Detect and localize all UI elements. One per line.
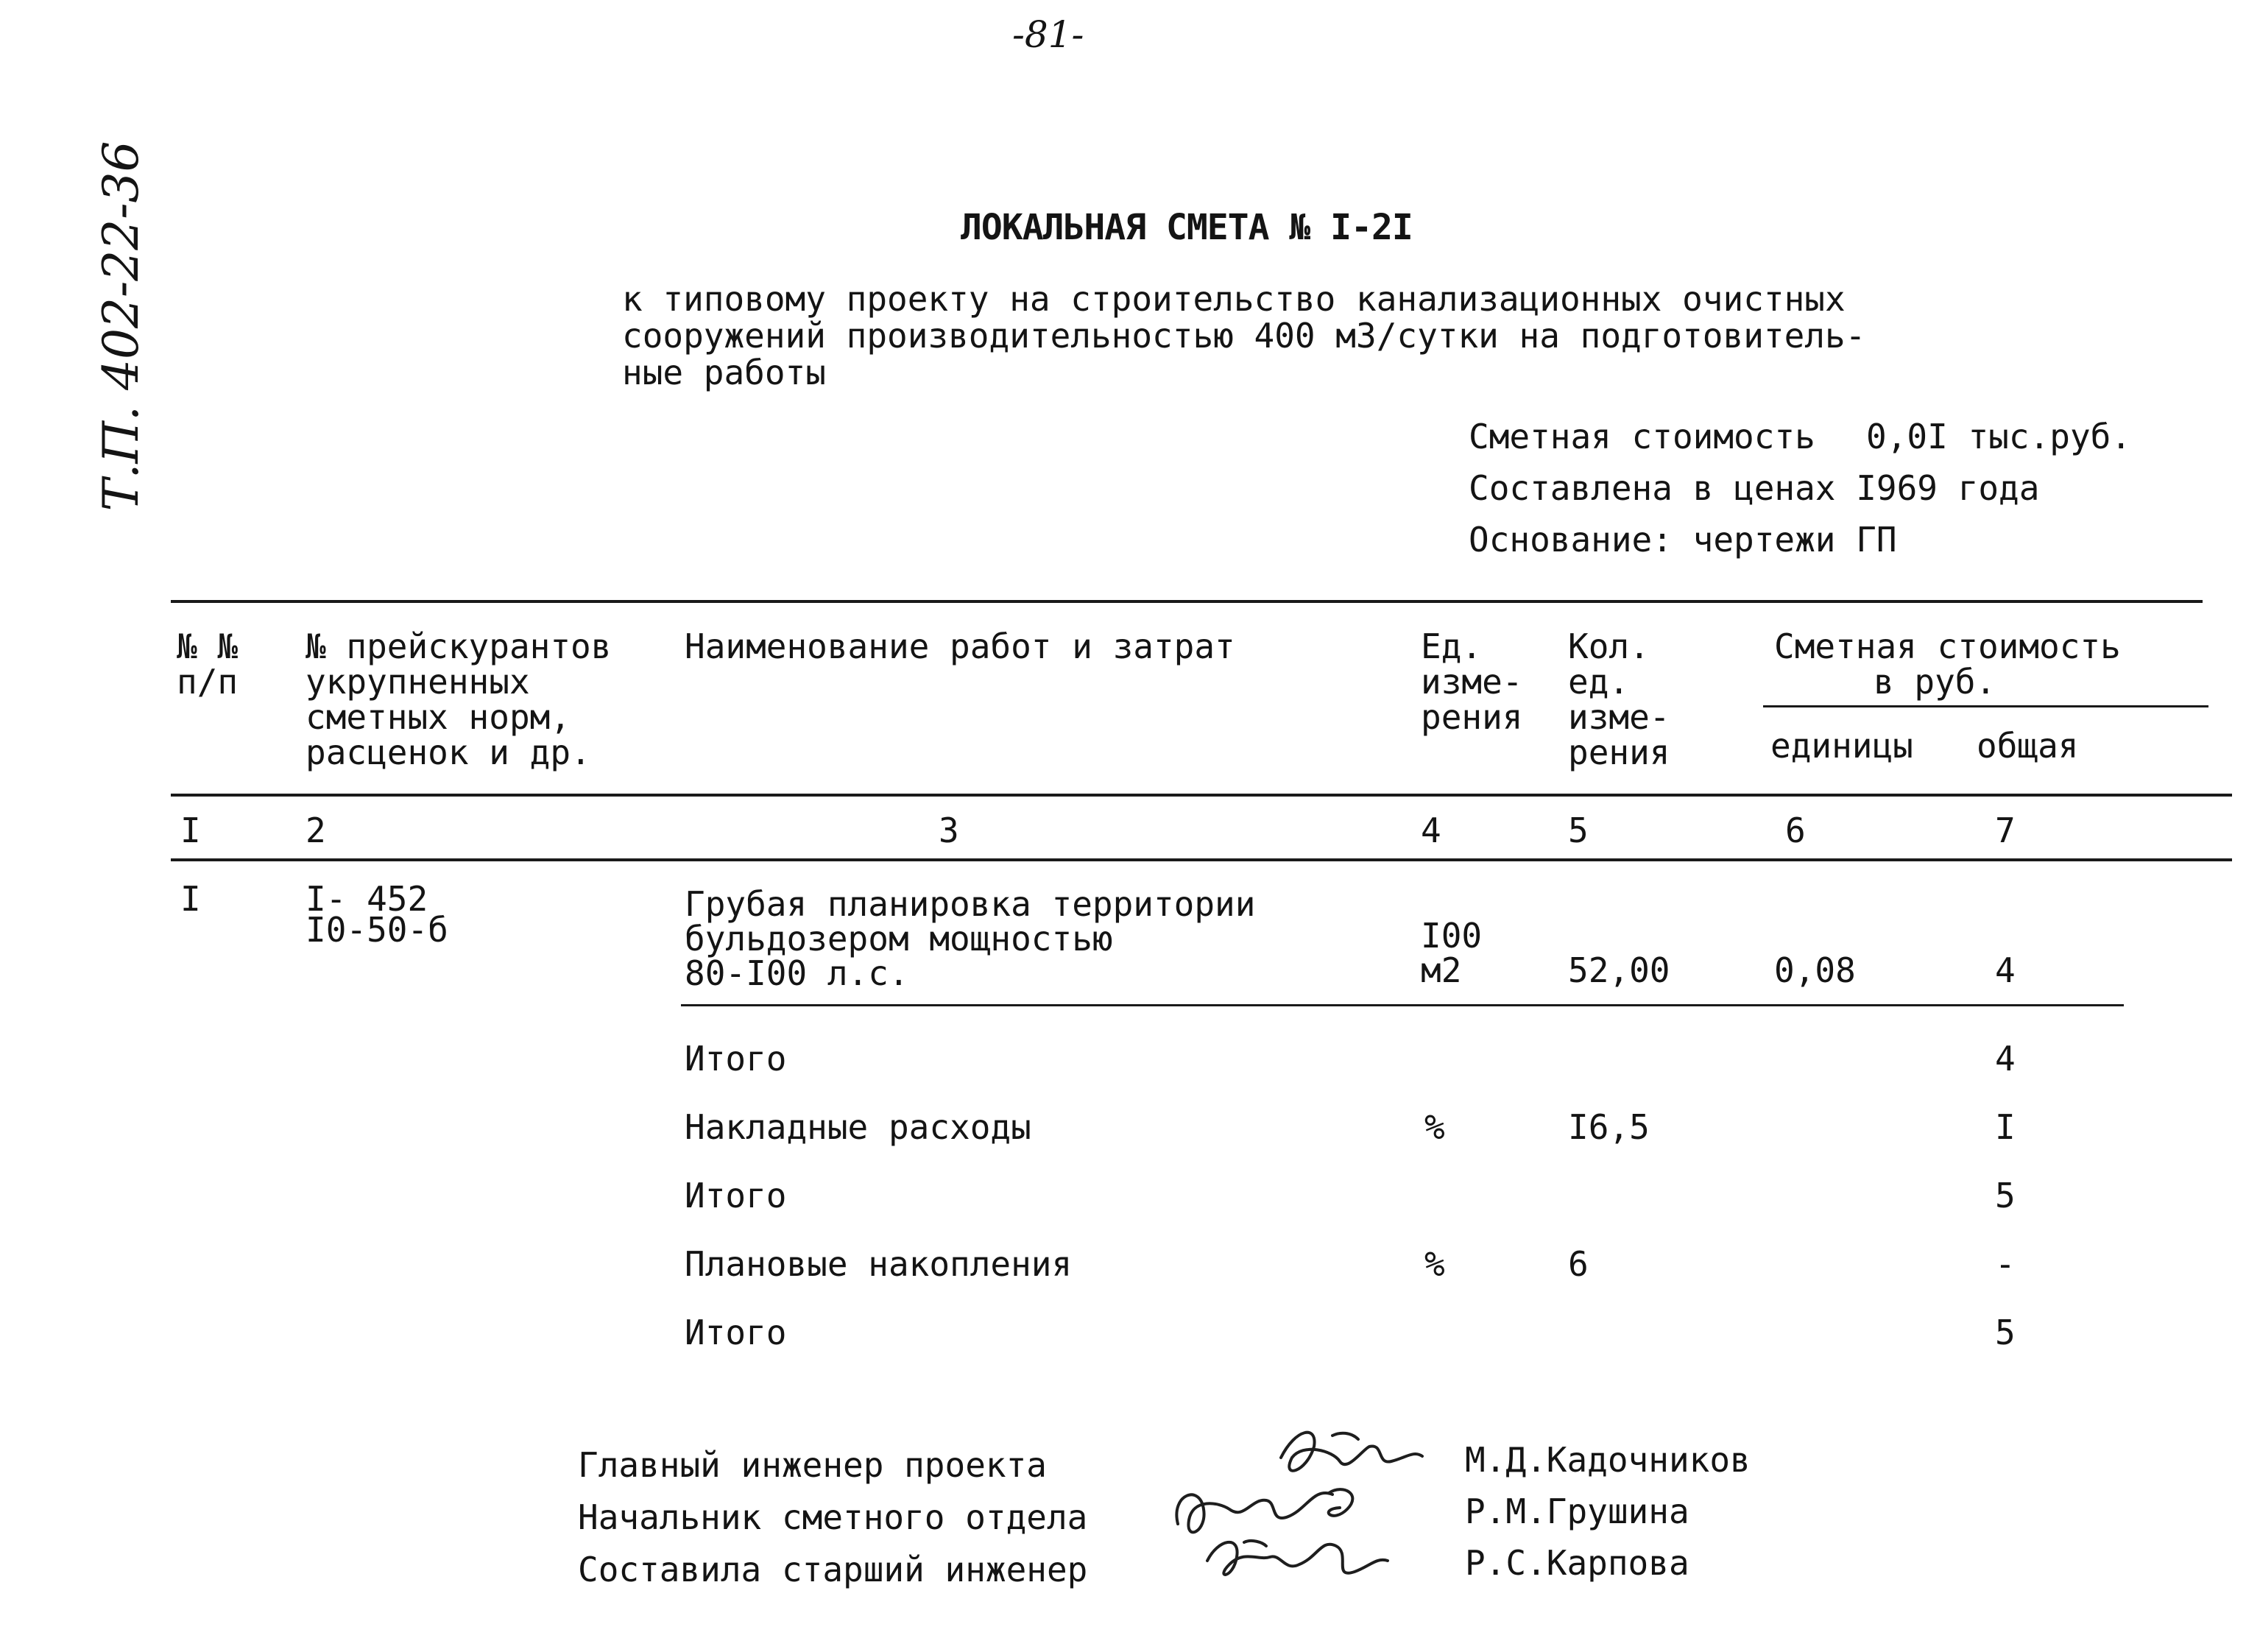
summary-total-2: I bbox=[1995, 1107, 2016, 1147]
colnum-6: 6 bbox=[1785, 811, 1806, 850]
signature-role-2: Начальник сметного отдела bbox=[578, 1497, 1088, 1537]
summary-label-3: Итого bbox=[685, 1176, 787, 1215]
header-pricelist-line-3: сметных норм, bbox=[306, 697, 571, 737]
signature-role-1: Главный инженер проекта bbox=[578, 1445, 1047, 1485]
row-num: I bbox=[180, 879, 201, 919]
row-name-line-2: бульдозером мощностью bbox=[685, 919, 1113, 959]
colnum-2: 2 bbox=[306, 811, 326, 850]
row-cost-unit: 0,08 bbox=[1774, 950, 1856, 990]
row-pricelist-line-2: I0-50-б bbox=[306, 910, 448, 950]
table-top-rule bbox=[171, 600, 2203, 603]
cost-group-rule bbox=[1763, 705, 2208, 707]
colnum-bottom-rule bbox=[171, 858, 2232, 861]
subtitle-line-2: сооружений производительностью 400 м3/сутки на подготовитель- bbox=[622, 316, 1866, 356]
row-name-line-3: 80-I00 л.с. bbox=[685, 953, 909, 993]
header-unit-line-2: изме- bbox=[1421, 662, 1523, 702]
signature-name-3: Р.С.Карпова bbox=[1465, 1543, 1689, 1583]
header-qty-line-4: рения bbox=[1568, 733, 1670, 772]
header-qty-line-1: Кол. bbox=[1568, 626, 1650, 666]
colnum-4: 4 bbox=[1421, 811, 1441, 850]
summary-total-4: - bbox=[1995, 1244, 2016, 1284]
header-cost-group-line-2: в руб. bbox=[1874, 662, 1996, 702]
document-title: ЛОКАЛЬНАЯ СМЕТА № I-2I bbox=[961, 207, 1413, 248]
header-pricelist-line-4: расценок и др. bbox=[306, 733, 591, 772]
signature-name-1: М.Д.Кадочников bbox=[1465, 1440, 1751, 1480]
row-unit-line-2: м2 bbox=[1421, 950, 1462, 990]
header-cost-group-line-1: Сметная стоимость bbox=[1774, 626, 2121, 666]
header-num-line-2: п/п bbox=[177, 662, 239, 702]
colnum-3: 3 bbox=[939, 811, 959, 850]
prices-year-line: Составлена в ценах I969 года bbox=[1469, 468, 2040, 508]
summary-total-3: 5 bbox=[1995, 1176, 2016, 1215]
subtitle-line-1: к типовому проекту на строительство канализационных очистных bbox=[622, 279, 1846, 319]
subtitle-line-3: ные работы bbox=[622, 353, 826, 392]
row-qty: 52,00 bbox=[1568, 950, 1670, 990]
header-bottom-rule bbox=[171, 794, 2232, 797]
row-name-line-1: Грубая планировка территории bbox=[685, 884, 1256, 924]
estimated-cost-label: Сметная стоимость bbox=[1469, 417, 1815, 456]
summary-qty-4: 6 bbox=[1568, 1244, 1589, 1284]
header-pricelist-line-2: укрупненных bbox=[306, 662, 530, 702]
header-num-line-1: № № bbox=[177, 626, 239, 666]
header-cost-total: общая bbox=[1977, 726, 2079, 766]
signature-name-2: Р.М.Грушина bbox=[1465, 1492, 1689, 1531]
side-document-code: Т.П. 402-22-36 bbox=[93, 141, 149, 512]
header-name: Наименование работ и затрат bbox=[685, 626, 1235, 666]
summary-total-1: 4 bbox=[1995, 1039, 2016, 1079]
colnum-5: 5 bbox=[1568, 811, 1589, 850]
summary-qty-2: I6,5 bbox=[1568, 1107, 1650, 1147]
colnum-1: I bbox=[180, 811, 201, 850]
header-unit-line-1: Ед. bbox=[1421, 626, 1483, 666]
colnum-7: 7 bbox=[1995, 811, 2016, 850]
row-bottom-rule bbox=[681, 1004, 2124, 1006]
estimated-cost-value: 0,0I тыс.руб. bbox=[1866, 417, 2132, 456]
summary-unit-4: % bbox=[1424, 1244, 1445, 1284]
summary-label-2: Накладные расходы bbox=[685, 1107, 1031, 1147]
summary-total-5: 5 bbox=[1995, 1313, 2016, 1352]
summary-label-5: Итого bbox=[685, 1313, 787, 1352]
basis-line: Основание: чертежи ГП bbox=[1469, 520, 1897, 560]
header-qty-line-3: изме- bbox=[1568, 697, 1670, 737]
signature-role-3: Составила старший инженер bbox=[578, 1550, 1088, 1589]
row-pricelist-line-1: I- 452 bbox=[306, 879, 428, 919]
header-unit-line-3: рения bbox=[1421, 697, 1523, 737]
summary-unit-2: % bbox=[1424, 1107, 1445, 1147]
header-qty-line-2: ед. bbox=[1568, 662, 1630, 702]
row-unit-line-1: I00 bbox=[1421, 916, 1483, 956]
row-cost-total: 4 bbox=[1995, 950, 2016, 990]
page-number: -81- bbox=[1012, 13, 1084, 56]
summary-label-4: Плановые накопления bbox=[685, 1244, 1073, 1284]
summary-label-1: Итого bbox=[685, 1039, 787, 1079]
header-pricelist-line-1: № прейскурантов bbox=[306, 626, 612, 666]
handwritten-signatures bbox=[1148, 1413, 1458, 1605]
header-cost-unit: единицы bbox=[1770, 726, 1913, 766]
